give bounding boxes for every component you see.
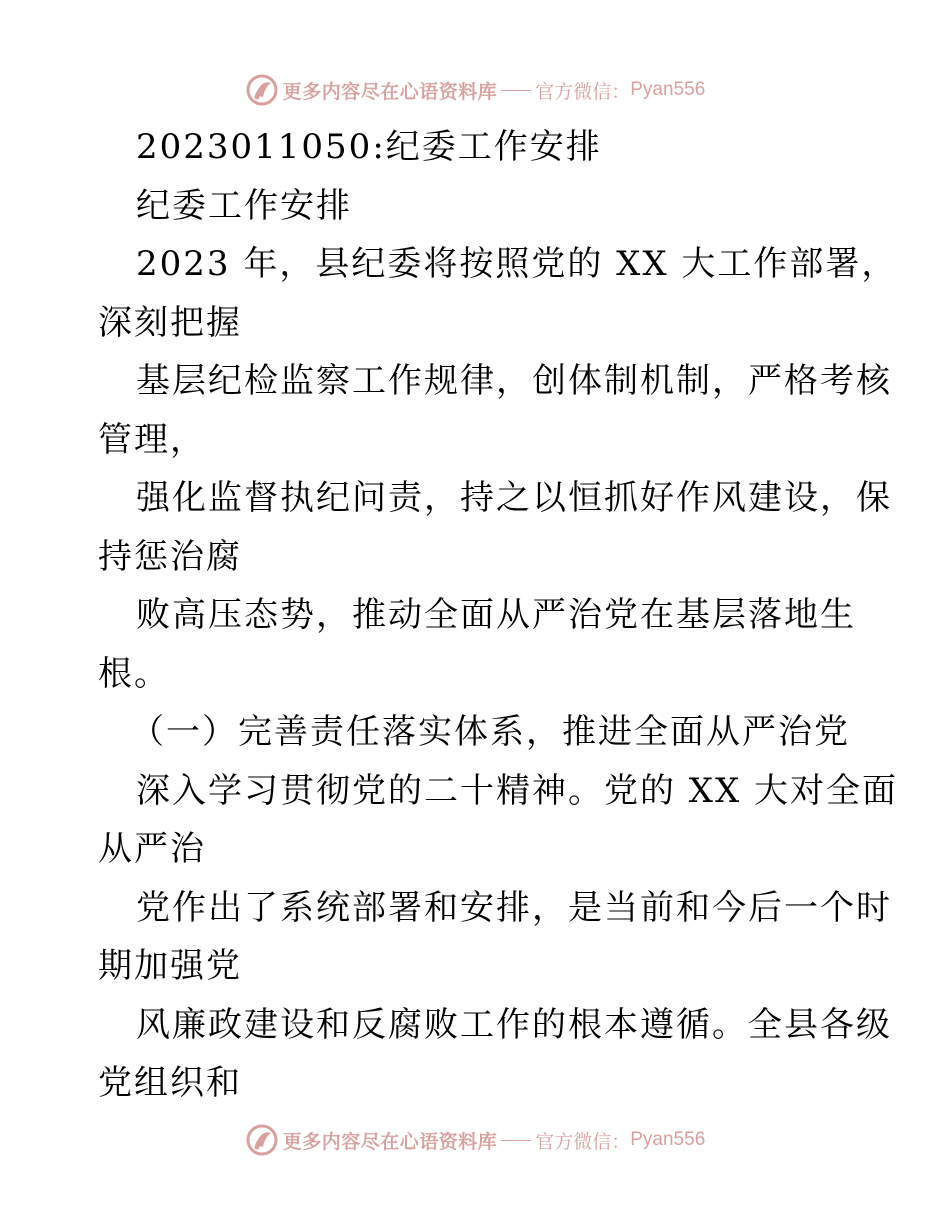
watermark-wechat-id: Pyan556 xyxy=(630,1129,706,1150)
paragraph-line: 根。 xyxy=(98,653,170,694)
paragraph-line: 管理， xyxy=(98,419,206,460)
document-title-line: 2023011050:纪委工作安排 xyxy=(136,127,602,167)
paragraph-line: 期加强党 xyxy=(98,946,242,986)
paragraph-line: 党作出了系统部署和安排，是当前和今后一个时 xyxy=(136,887,892,928)
document-body xyxy=(98,118,899,1113)
watermark-logo-icon xyxy=(245,73,279,107)
paragraph-line: 从严治 xyxy=(98,829,206,869)
document-heading: 纪委工作安排 xyxy=(136,185,352,226)
watermark-footer xyxy=(0,1120,950,1160)
watermark-text: 更多内容尽在心语资料库 xyxy=(282,80,498,103)
watermark-wechat-label: 官方微信： xyxy=(535,80,631,103)
watermark-dash xyxy=(501,1140,531,1141)
watermark-logo-icon xyxy=(245,1123,279,1157)
watermark-wechat-id: Pyan556 xyxy=(630,79,706,100)
section-heading: （一）完善责任落实体系，推进全面从严治党 xyxy=(130,712,850,752)
paragraph-line: 基层纪检监察工作规律，创体制机制，严格考核 xyxy=(136,361,892,401)
paragraph-line: 强化监督执纪问责，持之以恒抓好作风建设，保 xyxy=(136,478,892,518)
paragraph-line: 党组织和 xyxy=(98,1063,242,1103)
watermark-dash xyxy=(501,90,531,91)
watermark-header xyxy=(0,70,950,110)
paragraph-line: 深入学习贯彻党的二十精神。党的 XX 大对全面 xyxy=(136,770,899,811)
watermark-text: 更多内容尽在心语资料库 xyxy=(282,1130,498,1153)
paragraph-line: 持惩治腐 xyxy=(98,536,242,577)
paragraph-line: 败高压态势，推动全面从严治党在基层落地生 xyxy=(136,595,856,635)
paragraph-line: 风廉政建设和反腐败工作的根本遵循。全县各级 xyxy=(136,1004,892,1045)
paragraph-line: 深刻把握 xyxy=(98,302,242,343)
watermark-wechat-label: 官方微信： xyxy=(535,1130,631,1153)
paragraph-line: 2023 年，县纪委将按照党的 XX 大工作部署， xyxy=(136,244,898,284)
